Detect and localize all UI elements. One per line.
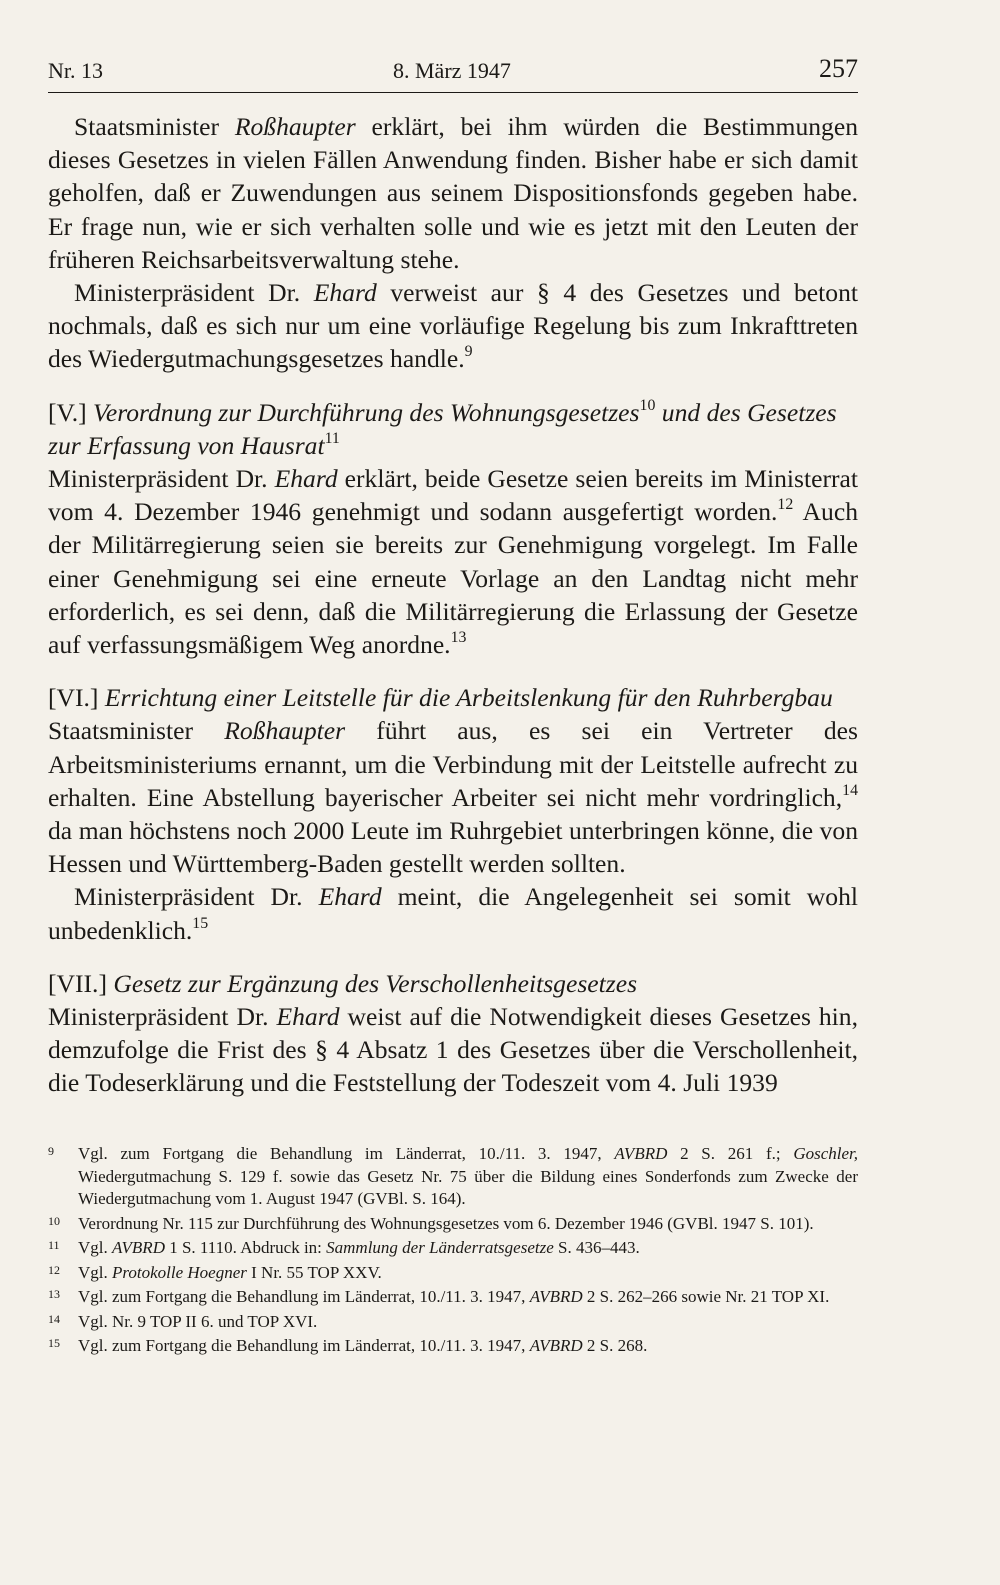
footnote-ref[interactable]: 15 [192,914,209,932]
text-span: Verordnung Nr. 115 zur Durchführung des Wohnungsgesetzes vom 6. Dezember 1946 (GVBl. 1947 S. 101). [78,1213,814,1233]
source-title: AVBRD [529,1336,583,1355]
footnote-number: 14 [48,1311,60,1326]
section-title: und des Gesetzes zur Erfassung von Hausrat [48,397,837,460]
text-span: Ministerpräsident Dr. [74,882,319,912]
section-title: Gesetz zur Ergänzung des Verschollenheitsgesetzes [106,968,638,998]
text-span: 1 S. 1110. Abdruck in: [164,1238,327,1257]
footnote-ref[interactable]: 10 [639,396,656,414]
footnote-number: 13 [48,1287,60,1301]
running-header [48,52,858,93]
paragraph [48,462,858,661]
text-span: führt aus, es sei ein Vertreter des Arbeitsministeriums ernannt, um die Verbindung mit der Leitstelle aufrecht zu erhalten. Eine Abstellung bayerischer Arbeiter sei nicht mehr vordringlich, [48,716,858,812]
source-title: AVBRD [112,1238,165,1257]
text-span: Vgl. zum Fortgang die Behandlung im Länderrat, 10./11. 3. 1947, [78,1336,530,1355]
footnote-14 [48,1311,858,1334]
footnote-number: 9 [48,1144,54,1158]
header-date: 8. März 1947 [393,58,511,83]
person-name: Ehard [318,882,382,912]
footnote-ref[interactable]: 14 [842,781,858,799]
text-span: weist auf die Notwendigkeit dieses Gesetzes hin, demzufolge die Frist des § 4 Absatz 1 des Gesetzes über die Verschollenheit, die Todeserklärung und die Feststellung der Todeszeit vom 4. Juli 1939 [48,1002,858,1098]
section-title: Verordnung zur Durchführung des Wohnungsgesetzes [86,397,640,427]
text-span: 2 S. 268. [582,1336,648,1355]
text-span: da man höchstens noch 2000 Leute im Ruhrgebiet unterbringen könne, die von Hessen und Württemberg-Baden gestellt werden sollten. [48,816,858,879]
section-number: [VI.] [48,683,99,713]
paragraph [48,1000,858,1100]
footnote-ref[interactable]: 13 [450,628,467,646]
source-title: AVBRD [614,1144,668,1163]
text-span: 2 S. 261 f.; [667,1144,794,1163]
text-span: Vgl. Nr. 9 TOP II 6. und TOP XVI. [78,1311,318,1331]
page-number: 257 [819,54,858,83]
paragraph [48,714,858,880]
text-span: verweist aur § 4 des Gesetzes und betont nochmals, daß es sich nur um eine vorläufige Regelung bis zum Inkrafttreten des Wiedergutmachungsgesetzes handle. [48,278,858,374]
document-number: Nr. 13 [48,58,103,83]
text-span: Vgl. [78,1262,112,1282]
text-span: Staatsminister [74,112,235,141]
text-span: erklärt, bei ihm würden die Bestimmungen dieses Gesetzes in vielen Fällen Anwendung finden. Bisher habe er sich damit geholfen, daß er Zuwendungen aus seinem Dispositionsfonds gegeben habe. Er frage nun, wie er sich verhalten solle und wie es jetzt mit den Leuten der früheren Reichsarbeitsverwaltung stehe. [48,112,858,274]
footnote-ref[interactable]: 12 [777,496,794,514]
section-number: [V.] [48,397,87,427]
text-span: Vgl. [78,1238,112,1257]
section-heading-vii [48,967,858,1000]
section-title: Errichtung einer Leitstelle für die Arbeitslenkung für den Ruhrbergbau [98,683,833,713]
footnotes [48,1143,858,1360]
person-name: Roßhaupter [234,112,356,141]
person-name: Ehard [276,1002,340,1032]
text-span: Ministerpräsident Dr. [48,464,275,494]
footnote-9 [48,1143,858,1211]
footnote-12 [48,1262,858,1285]
section-number: [VII.] [48,968,107,998]
paragraph [48,110,858,276]
footnote-ref[interactable]: 9 [464,343,473,361]
footnote-ref[interactable]: 11 [324,429,340,447]
text-span: 2 S. 262–266 sowie Nr. 21 TOP XI. [582,1287,830,1306]
text-span: I Nr. 55 TOP XXV. [246,1262,382,1282]
source-title: Protokolle Hoegner [112,1262,247,1282]
section-heading-v [48,396,858,462]
text-span: Wiedergutmachung S. 129 f. sowie das Gesetz Nr. 75 über die Bildung eines Sonderfonds zum Zwecke der Wiedergutmachung vom 1. August 1947 (GVBl. S. 164). [78,1166,858,1208]
text-span: Ministerpräsident Dr. [48,1002,277,1032]
footnote-11 [48,1237,858,1260]
footnote-10 [48,1213,858,1236]
footnote-number: 11 [48,1238,60,1252]
person-name: Ehard [274,464,338,494]
footnote-13 [48,1286,858,1309]
paragraph [48,276,858,376]
text-span: erklärt, beide Gesetze seien bereits im Ministerrat vom 4. Dezember 1946 genehmigt und sodann ausgefertigt worden. [48,464,858,527]
paragraph [48,880,858,946]
text-span: Staatsminister [48,716,225,746]
text-span: Ministerpräsident Dr. [74,278,314,308]
person-name: Roßhaupter [224,716,346,746]
footnote-number: 12 [48,1262,60,1277]
text-span: S. 436–443. [553,1238,640,1257]
footnote-15 [48,1335,858,1358]
footnote-number: 15 [48,1336,60,1350]
footnote-number: 10 [48,1213,60,1228]
source-title: Sammlung der Länderratsgesetze [326,1238,554,1257]
text-span: meint, die Angelegenheit sei somit wohl unbedenklich. [48,882,858,945]
source-title: AVBRD [529,1287,583,1306]
text-span: Auch der Militärregierung seien sie bereits zur Genehmigung vorgelegt. Im Falle einer Genehmigung sei eine erneute Vorlage an den Landtag nicht mehr erforderlich, es sei denn, daß die Militärregierung die Erlassung der Gesetze auf verfassungsmäßigem Weg anordne. [48,497,858,660]
main-text [48,110,858,1100]
person-name: Ehard [313,278,377,308]
text-span: Vgl. zum Fortgang die Behandlung im Länderrat, 10./11. 3. 1947, [78,1144,615,1163]
section-heading-vi [48,681,858,714]
author-name: Goschler, [793,1144,859,1163]
text-span: Vgl. zum Fortgang die Behandlung im Länderrat, 10./11. 3. 1947, [78,1287,530,1306]
